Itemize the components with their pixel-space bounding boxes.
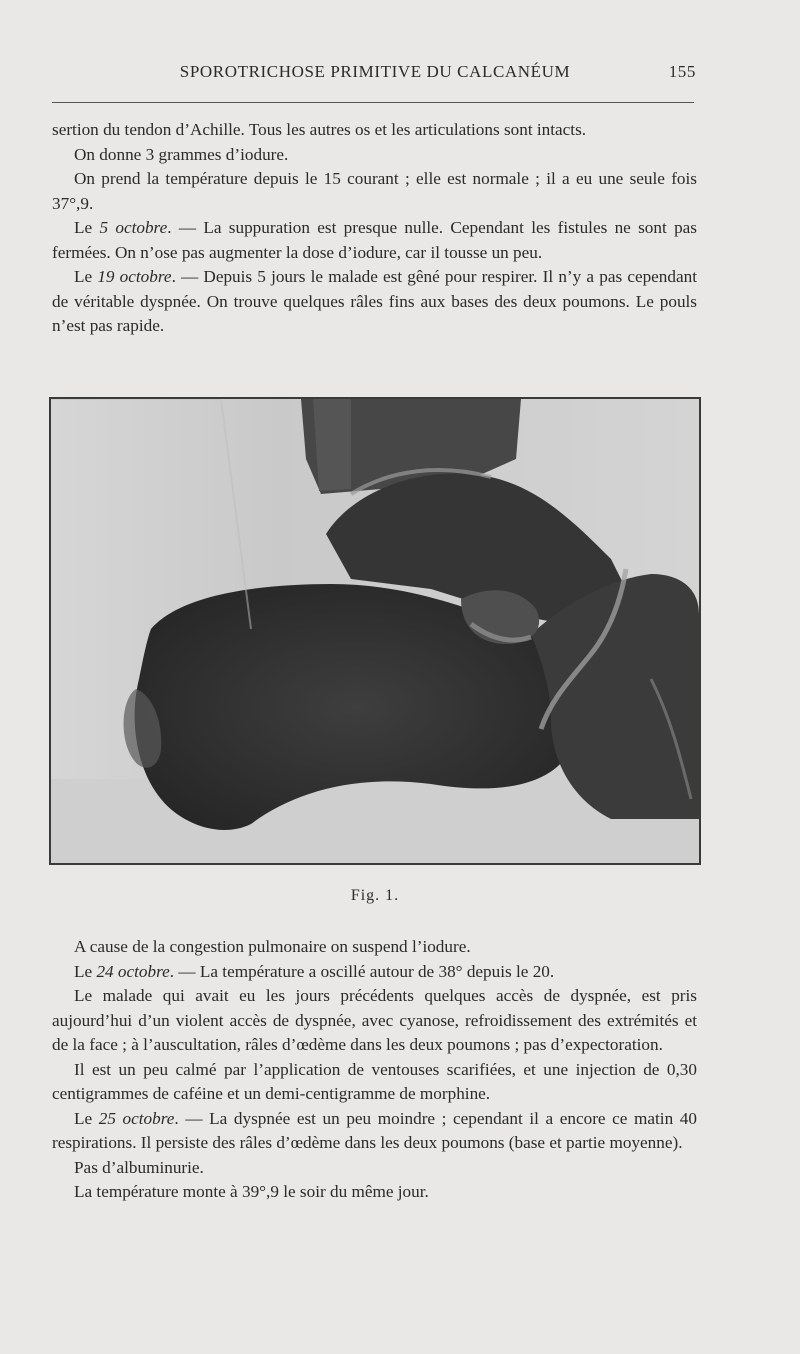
paragraph-lead: Le <box>74 218 100 237</box>
paragraph: La température monte à 39°,9 le soir du même jour. <box>74 1182 429 1201</box>
paragraph-lead: Le <box>74 267 98 286</box>
paragraph-text: . — La dyspnée est un peu moindre ; cependant il a encore ce matin 40 respirations. Il persiste des râles d’œdème dans les deux poumons (base et partie moyenne). <box>52 1108 697 1152</box>
paragraph: On donne 3 grammes d’iodure. <box>74 144 289 164</box>
paragraph-lead: Le <box>74 1108 99 1128</box>
paragraph: sertion du tendon d’Achille. Tous les autres os et les articulations sont intacts. <box>52 120 587 139</box>
paragraph-lead: Le <box>74 961 97 981</box>
running-head <box>54 62 696 86</box>
date-italic: 25 octobre <box>98 1108 175 1128</box>
paragraph <box>52 216 697 265</box>
running-title: SPOROTRICHOSE PRIMITIVE DU CALCANÉUM <box>179 62 571 81</box>
paragraph: On prend la température depuis le 15 courant ; elle est normale ; il a eu une seule fois 37°,9. <box>52 169 697 213</box>
paragraph-text: . — La suppuration est presque nulle. Cependant les fistules ne sont pas fermées. On n’ose pas augmenter la dose d’iodure, car il tousse un peu. <box>52 218 697 262</box>
date-italic: 5 octobre <box>99 218 168 237</box>
paragraph <box>52 1107 697 1156</box>
paragraph <box>52 960 697 985</box>
text-block-top <box>52 118 697 339</box>
paragraph-text: . — Depuis 5 jours le malade est gêné pour respirer. Il n’y a pas cependant de véritable dyspnée. On trouve quelques râles fins aux bases des deux poumons. Le pouls n’est pas rapide. <box>52 267 697 335</box>
text-block-bottom <box>52 935 697 1205</box>
xray-image <box>51 399 699 863</box>
paragraph: A cause de la congestion pulmonaire on suspend l’iodure. <box>74 937 471 956</box>
figure-caption: Fig. 1. <box>350 887 400 904</box>
date-italic: 24 octobre <box>96 961 170 981</box>
paragraph: Il est un peu calmé par l’application de ventouses scarifiées, et une injection de 0,30 centigrammes de caféine et un demi-centigramme de morphine. <box>52 1059 697 1103</box>
paragraph: Le malade qui avait eu les jours précédents quelques accès de dyspnée, est pris aujourd’hui d’un violent accès de dyspnée, avec cyanose, refroidissement des extrémités et de la face ; à l’auscultation, râles d’œdème dans les deux poumons ; pas d’expectoration. <box>52 986 697 1054</box>
page-number: 155 <box>668 62 696 81</box>
header-rule <box>52 102 694 103</box>
xray-figure <box>49 397 701 865</box>
paragraph-text: . — La température a oscillé autour de 38° depuis le 20. <box>169 961 555 981</box>
paragraph: Pas d’albuminurie. <box>74 1157 204 1177</box>
paragraph <box>52 265 697 339</box>
date-italic: 19 octobre <box>97 267 172 286</box>
